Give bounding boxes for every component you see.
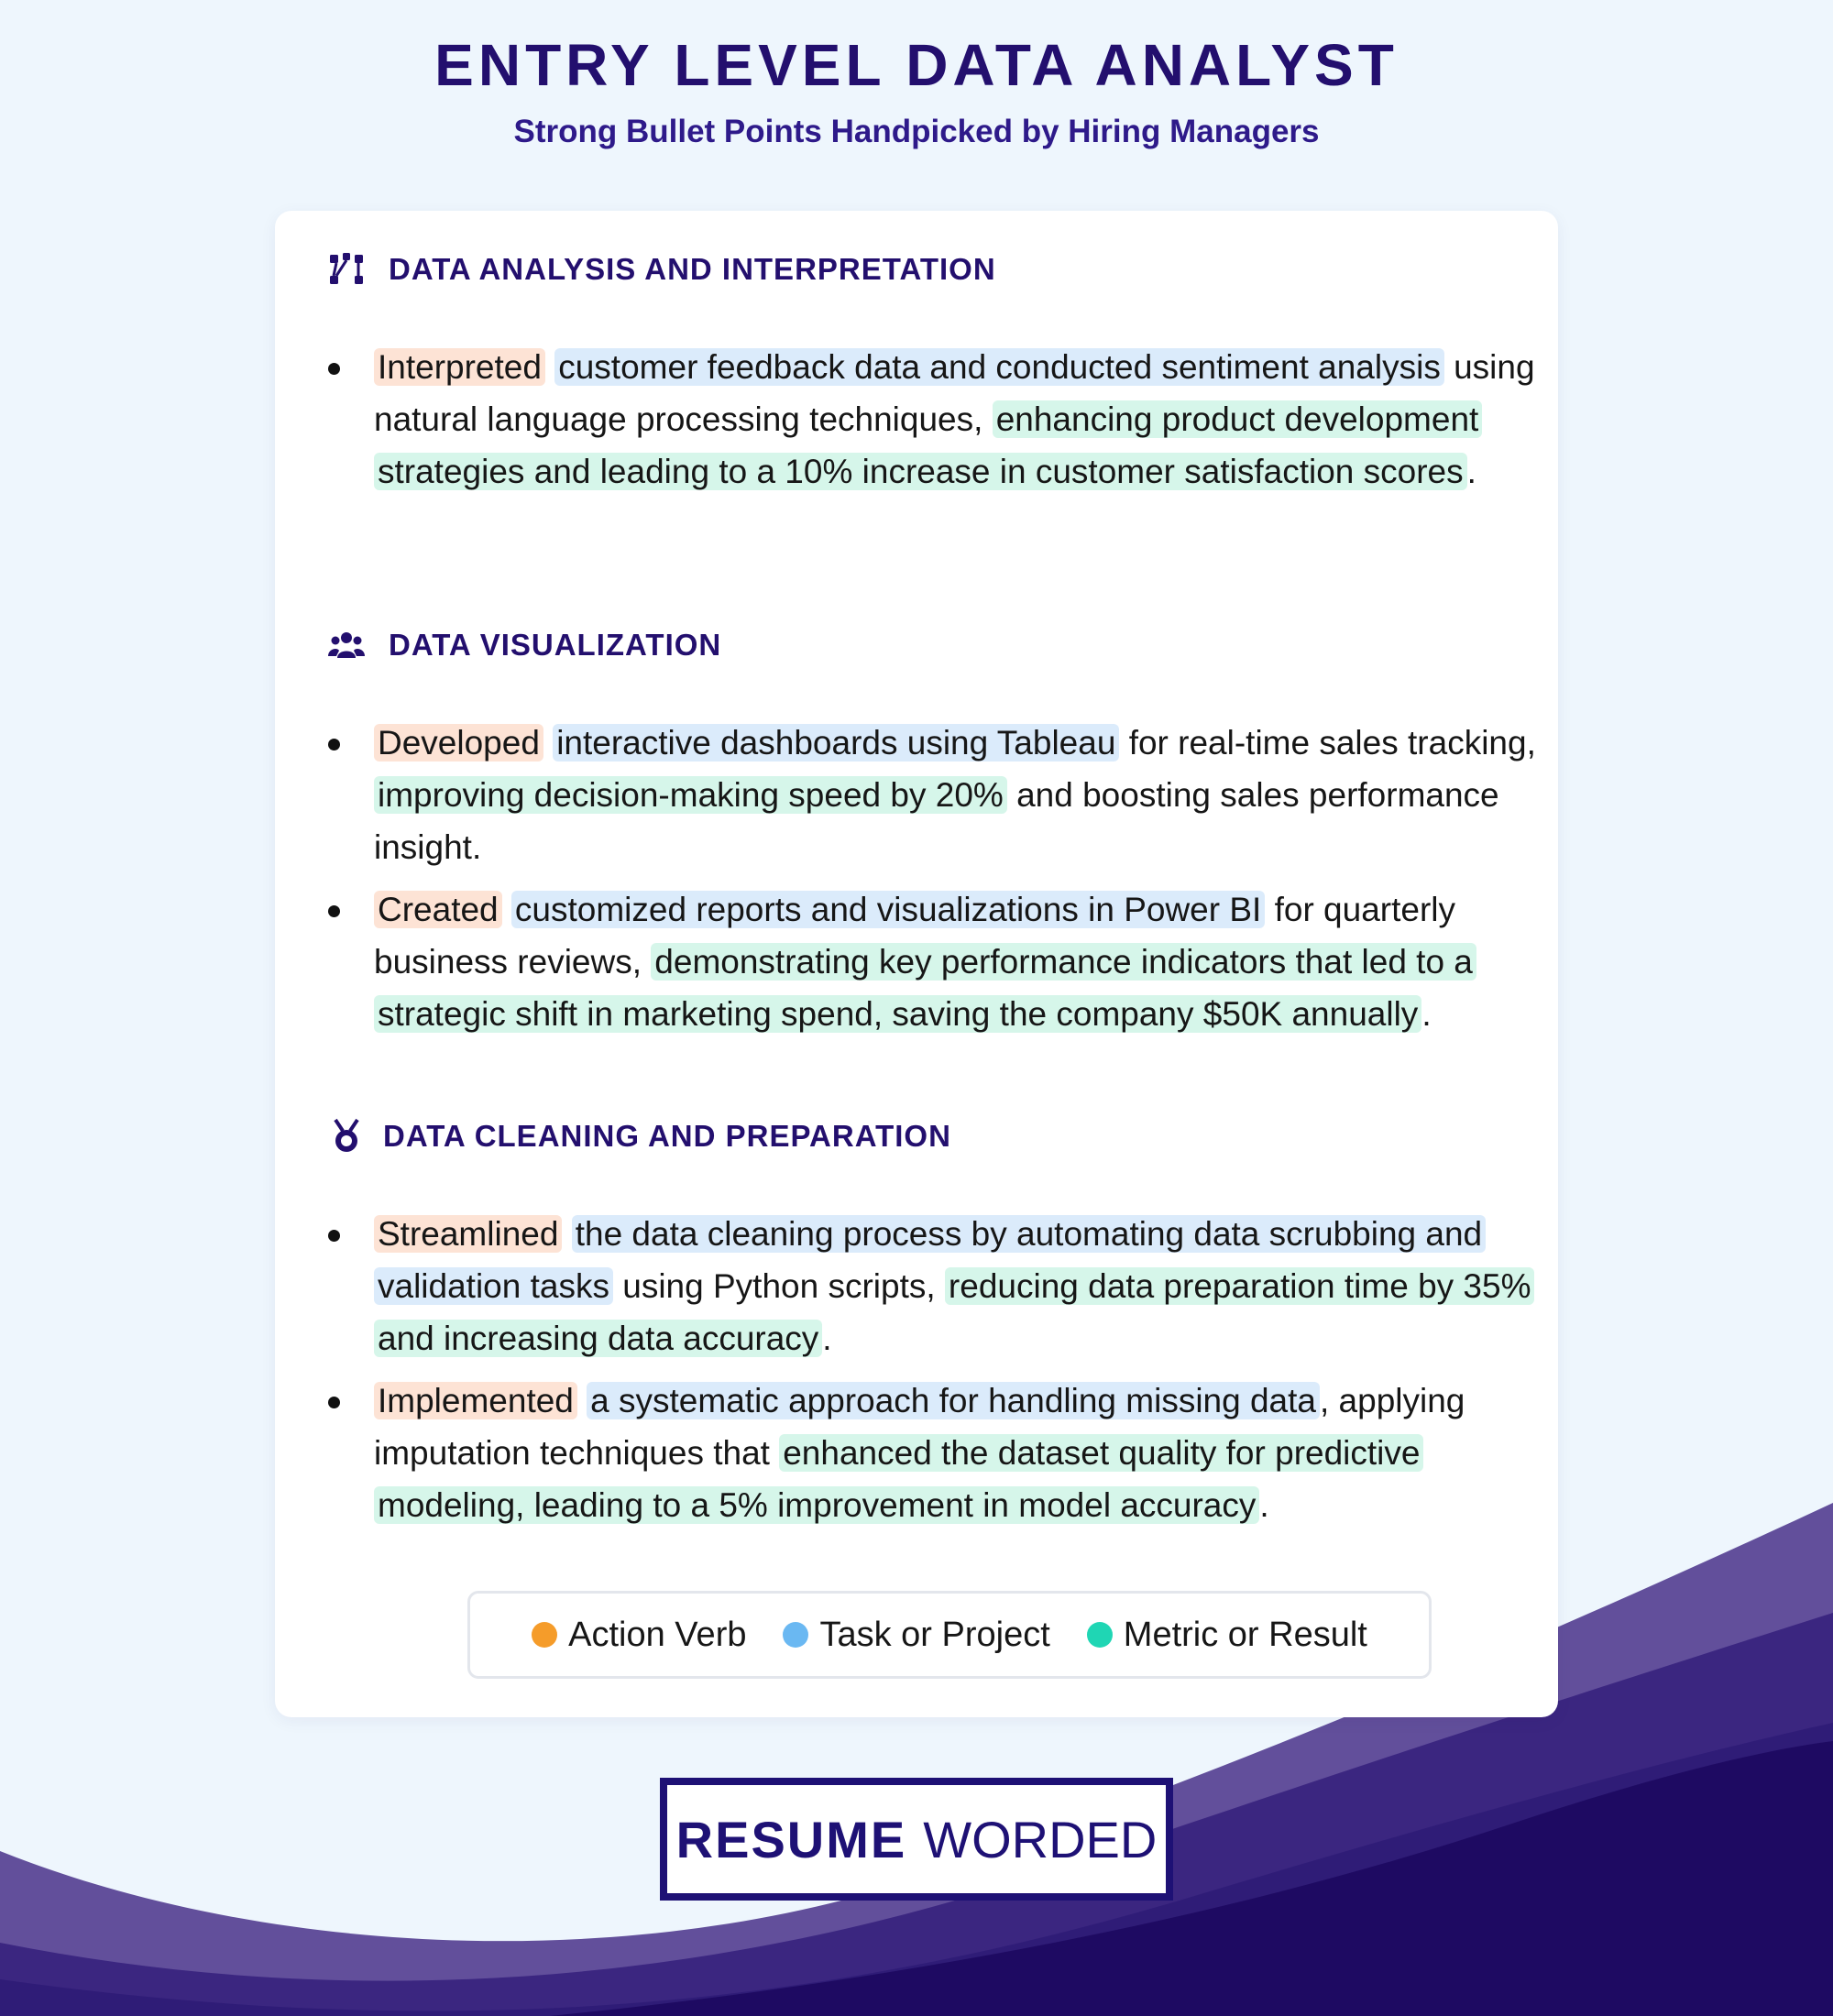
task-text: customer feedback data and conducted sentiment analysis — [554, 348, 1444, 386]
ending-text: . — [822, 1320, 832, 1357]
ending-text: . — [1421, 995, 1432, 1033]
connector-text: for quarterly business reviews, — [374, 891, 1456, 981]
network-nodes-icon — [328, 251, 365, 288]
metric-text: improving decision-making speed by 20% — [374, 776, 1007, 814]
ending-text: . — [1259, 1486, 1269, 1524]
bullet-item — [328, 1375, 1538, 1531]
metric-text: reducing data preparation time by 35% and increasing data accuracy — [374, 1267, 1534, 1357]
legend-label: Task or Project — [819, 1615, 1050, 1654]
bullet-item — [328, 717, 1538, 873]
legend — [467, 1591, 1432, 1679]
legend-label: Action Verb — [568, 1615, 747, 1654]
logo-regular-text: WORDED — [923, 1810, 1158, 1868]
orange-dot-icon — [532, 1622, 557, 1648]
bullet-points-card — [275, 211, 1558, 1717]
medal-icon — [328, 1118, 365, 1155]
connector-text: for real-time sales tracking, — [1128, 724, 1536, 761]
section-header — [328, 1116, 1538, 1156]
metric-text: enhancing product development strategies and leading to a 10% increase in customer satisfaction scores — [374, 400, 1482, 490]
bullet-item — [328, 1208, 1538, 1364]
bullet-item — [328, 883, 1538, 1040]
ending-text: and boosting sales performance insight. — [374, 776, 1499, 866]
task-text: the data cleaning process by automating data scrubbing and validation tasks — [374, 1215, 1486, 1305]
section-title: DATA ANALYSIS AND INTERPRETATION — [389, 252, 996, 286]
legend-item-metric — [1087, 1616, 1367, 1655]
ending-text: . — [1466, 453, 1476, 490]
logo-bold-text: RESUME — [675, 1810, 907, 1868]
action-verb: Developed — [374, 724, 543, 761]
action-verb: Streamlined — [374, 1215, 562, 1253]
legend-label: Metric or Result — [1123, 1615, 1367, 1654]
metric-text: demonstrating key performance indicators that led to a strategic shift in marketing spend, saving the company $50K annually — [374, 943, 1476, 1033]
connector-text: , applying imputation techniques that — [374, 1382, 1465, 1472]
section-data-visualization — [328, 625, 1538, 1050]
connector-text: using Python scripts, — [622, 1267, 936, 1305]
section-title: DATA VISUALIZATION — [389, 628, 722, 662]
legend-item-action-verb — [532, 1616, 746, 1655]
resume-worded-logo[interactable] — [660, 1778, 1173, 1901]
action-verb: Implemented — [374, 1382, 577, 1419]
connector-text: using natural language processing techniques, — [374, 348, 1535, 438]
task-text: a systematic approach for handling missing data — [587, 1382, 1320, 1419]
section-header — [328, 625, 1538, 665]
bullet-item — [328, 341, 1538, 498]
section-data-cleaning — [328, 1116, 1538, 1541]
section-header — [328, 249, 1538, 290]
page-title: ENTRY LEVEL DATA ANALYST — [434, 32, 1399, 98]
bullet-list — [328, 717, 1538, 1040]
page-subtitle: Strong Bullet Points Handpicked by Hiring Managers — [513, 114, 1320, 149]
teal-dot-icon — [1087, 1622, 1113, 1648]
bullet-list — [328, 1208, 1538, 1531]
metric-text: enhanced the dataset quality for predictive modeling, leading to a 5% improvement in model accuracy — [374, 1434, 1423, 1524]
users-group-icon — [328, 627, 365, 663]
legend-item-task — [783, 1616, 1049, 1655]
bullet-list — [328, 341, 1538, 498]
section-title: DATA CLEANING AND PREPARATION — [383, 1119, 951, 1153]
blue-dot-icon — [783, 1622, 808, 1648]
action-verb: Interpreted — [374, 348, 545, 386]
task-text: interactive dashboards using Tableau — [553, 724, 1119, 761]
action-verb: Created — [374, 891, 502, 928]
section-data-analysis — [328, 249, 1538, 508]
task-text: customized reports and visualizations in Power BI — [511, 891, 1265, 928]
